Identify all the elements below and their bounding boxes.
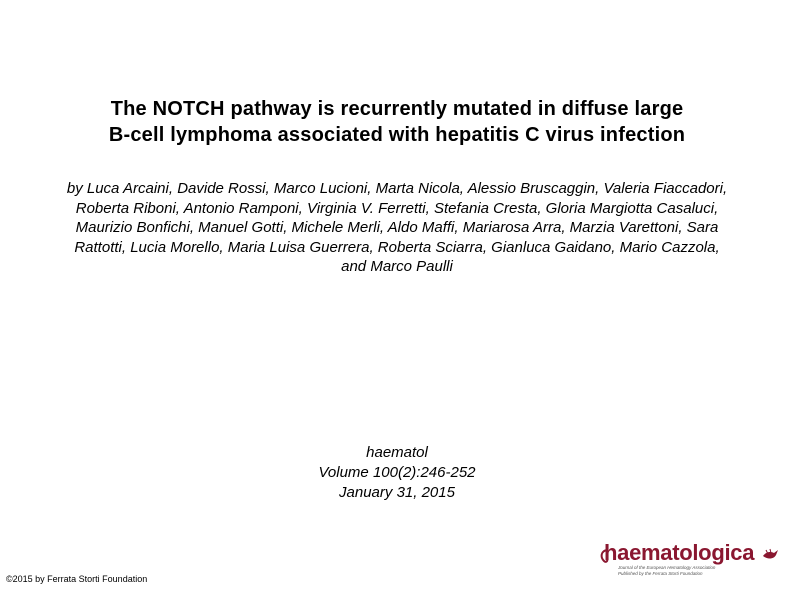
journal-name: haematol bbox=[366, 444, 428, 461]
copyright-notice: ©2015 by Ferrata Storti Foundation bbox=[6, 574, 148, 584]
title-line-1: The NOTCH pathway is recurrently mutated in diffuse large bbox=[110, 98, 684, 120]
author-list: by Luca Arcaini, Davide Rossi, Marco Lucioni, Marta Nicola, Alessio Bruscaggin, Valeria Fiaccadori, Roberta Riboni, Antonio Ramponi, Virginia V. Ferretti, Stefania Cresta, Gloria Margiotta Casaluci, Maurizio Bonfichi, Manuel Gotti, Michele Merli, Aldo Maffi, Mariarosa Arra, Marzia Varettoni, Sara Rattotti, Lucia Morello, Maria Luisa Guerrera, Roberta Sciarra, Gianluca Gaidano, Mario Cazzola, and Marco Paulli bbox=[66, 180, 728, 275]
logo-bird-icon bbox=[762, 548, 780, 562]
logo-tagline bbox=[618, 565, 768, 577]
logo-tagline-line-2: Published by the Ferrata Storti Foundation bbox=[618, 571, 703, 576]
title-line-2: B-cell lymphoma associated with hepatitis C virus infection bbox=[108, 124, 686, 146]
logo-tagline-line-1: Journal of the European Hematology Association bbox=[618, 565, 716, 570]
volume-pages: Volume 100(2):246-252 bbox=[318, 464, 476, 481]
publication-date: January 31, 2015 bbox=[339, 484, 455, 501]
citation-block bbox=[247, 443, 547, 503]
article-title bbox=[40, 96, 754, 148]
logo-wordmark: haematologica bbox=[604, 540, 755, 565]
haematologica-logo bbox=[598, 540, 783, 580]
